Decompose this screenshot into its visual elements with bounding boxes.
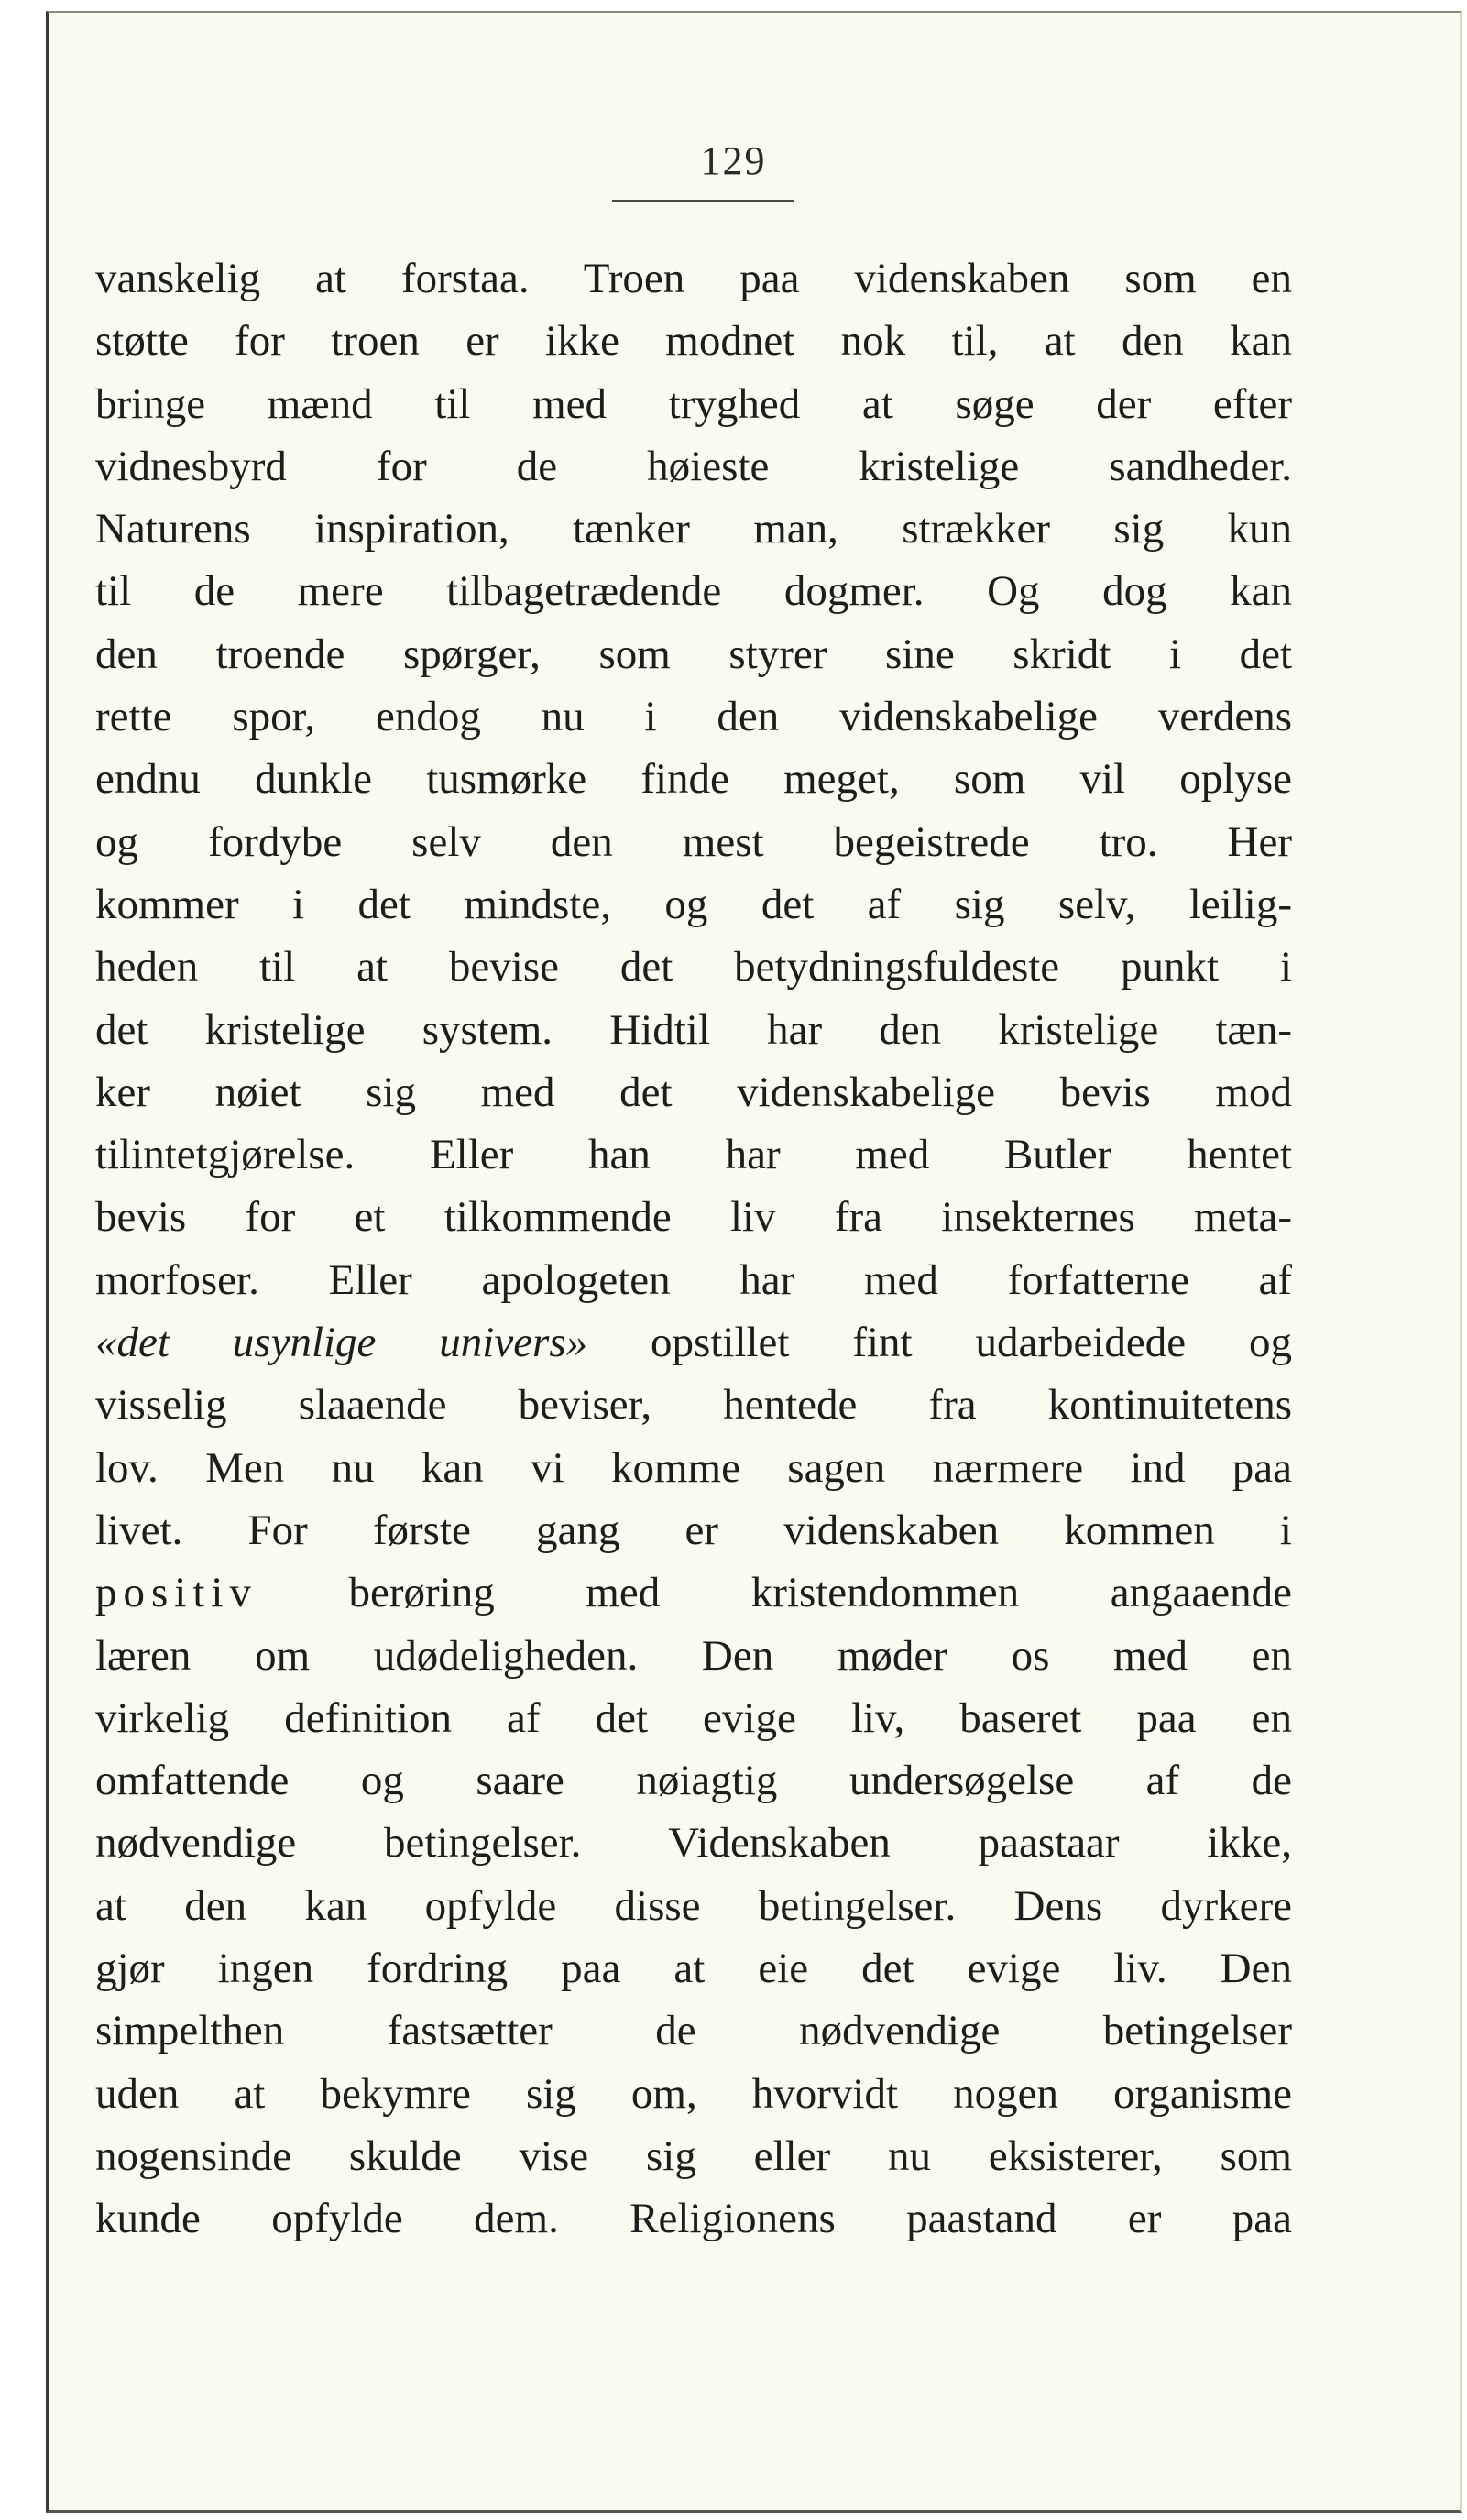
text-line: bringe mænd til med tryghed at søge der efter [95,379,1292,428]
text-line: omfattende og saare nøiagtig undersøgelse af de [95,1757,1292,1805]
text-line: morfoser. Eller apologeten har med forfatterne af [95,1255,1292,1304]
page-number-rule [612,200,794,202]
text-line: endnu dunkle tusmørke finde meget, som vil oplyse [95,755,1292,804]
text-line: nogensinde skulde vise sig eller nu eksisterer, som [95,2131,1292,2180]
text-line: virkelig definition af det evige liv, baseret paa en [95,1693,1292,1742]
book-title-italic: «det usynlige univers» [95,1319,588,1367]
text-line: «det usynlige univers» opstillet fint udarbeidede og [95,1319,1292,1367]
text-line: til de mere tilbagetrædende dogmer. Og dog kan [95,567,1292,616]
text-line: Naturens inspiration, tænker man, strækker sig kun [95,505,1292,553]
text-line: ker nøiet sig med det videnskabelige bevis mod [95,1068,1292,1116]
text-line: nødvendige betingelser. Videnskaben paastaar ikke, [95,1819,1292,1868]
text-line: tilintetgjørelse. Eller han har med Butler hentet [95,1131,1292,1179]
text-line: visselig slaaende beviser, hentede fra kontinuitetens [95,1381,1292,1430]
text-line: bevis for et tilkommende liv fra insekternes meta- [95,1193,1292,1242]
text-line: gjør ingen fordring paa at eie det evige liv. Den [95,1945,1292,1993]
text-line: lov. Men nu kan vi komme sagen nærmere ind paa [95,1443,1292,1492]
text-line: kommer i det mindste, og det af sig selv, leilig- [95,880,1292,928]
text-line: simpelthen fastsætter de nødvendige betingelser [95,2007,1292,2055]
text-line: vanskelig at forstaa. Troen paa videnskaben som en [95,255,1292,302]
text-line: livet. For første gang er videnskaben kommen i [95,1506,1292,1554]
body-text [95,247,1292,2251]
emphasized-word: positiv [95,1569,257,1617]
text-line: støtte for troen er ikke modnet nok til, at den kan [95,317,1292,366]
text-line: den troende spørger, som styrer sine skridt i det [95,630,1292,678]
text-line: positiv berøring med kristendommen angaaende [95,1569,1292,1617]
page-number: 129 [700,138,767,183]
text-line: rette spor, endog nu i den videnskabelige verdens [95,693,1292,741]
text-line: og fordybe selv den mest begeistrede tro. Her [95,817,1292,866]
text-line: det kristelige system. Hidtil har den kristelige tæn- [95,1005,1292,1054]
text-line: heden til at bevise det betydningsfuldeste punkt i [95,943,1292,992]
text-line: at den kan opfylde disse betingelser. Dens dyrkere [95,1881,1292,1930]
text-line: kunde opfylde dem. Religionens paastand er paa [95,2195,1292,2243]
text-line: læren om udødeligheden. Den møder os med en [95,1631,1292,1680]
text-line: uden at bekymre sig om, hvorvidt nogen organisme [95,2069,1292,2118]
text-line: vidnesbyrd for de høieste kristelige sandheder. [95,442,1292,490]
